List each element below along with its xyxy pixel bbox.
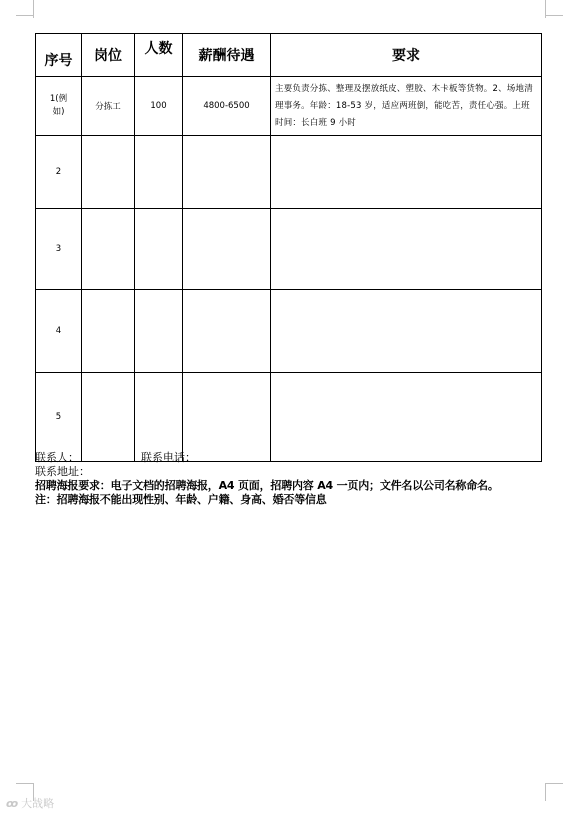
cell-position[interactable] xyxy=(82,209,135,290)
header-index: 序号 xyxy=(36,34,82,77)
watermark-logo-icon: ꝏ xyxy=(6,797,19,810)
poster-requirement: 招聘海报要求：电子文档的招聘海报，A4 页面，招聘内容 A4 一页内；文件名以公司名称命名。 xyxy=(35,479,499,492)
table-row xyxy=(36,136,542,209)
watermark-text: 大战略 xyxy=(21,797,55,810)
contact-row xyxy=(35,451,499,465)
contact-person-label: 联系人： xyxy=(35,451,79,464)
table-row xyxy=(36,77,542,136)
cell-index[interactable]: 4 xyxy=(36,290,82,373)
cell-count[interactable]: 100 xyxy=(135,77,183,136)
cell-index[interactable]: 2 xyxy=(36,136,82,209)
cell-requirements[interactable]: 主要负责分拣、整理及摆放纸皮、塑胶、木卡板等货物。2、场地清理事务。年龄：18-53 岁，适应两班倒，能吃苦，责任心强。上班时间：长白班 9 小时 xyxy=(271,77,542,136)
table-row xyxy=(36,373,542,462)
header-requirements: 要求 xyxy=(271,34,542,77)
crop-mark-top-right-h xyxy=(545,15,563,16)
cell-requirements[interactable] xyxy=(271,209,542,290)
table-row xyxy=(36,290,542,373)
cell-count[interactable] xyxy=(135,209,183,290)
contact-address-label: 联系地址： xyxy=(35,465,90,478)
cell-position[interactable] xyxy=(82,290,135,373)
contact-address-row xyxy=(35,465,499,479)
cell-requirements[interactable] xyxy=(271,373,542,462)
crop-mark-top-left-h xyxy=(16,15,34,16)
crop-mark-top-left-v xyxy=(33,0,34,18)
cell-salary[interactable] xyxy=(183,209,271,290)
cell-index[interactable] xyxy=(36,77,82,136)
table-row xyxy=(36,209,542,290)
cell-count[interactable] xyxy=(135,136,183,209)
cell-salary[interactable] xyxy=(183,136,271,209)
recruitment-table xyxy=(35,33,542,462)
watermark xyxy=(6,795,54,811)
cell-requirements[interactable] xyxy=(271,290,542,373)
cell-requirements[interactable] xyxy=(271,136,542,209)
cell-index[interactable]: 5 xyxy=(36,373,82,462)
cell-index-text: 1(例如) xyxy=(49,94,68,117)
cell-position[interactable] xyxy=(82,136,135,209)
contact-phone-label: 联系电话： xyxy=(141,451,196,464)
crop-mark-bottom-right-h xyxy=(545,783,563,784)
cell-salary[interactable] xyxy=(183,290,271,373)
header-salary: 薪酬待遇 xyxy=(183,34,271,77)
header-position: 岗位 xyxy=(82,34,135,77)
table-header-row xyxy=(36,34,542,77)
crop-mark-bottom-right-v xyxy=(545,783,546,801)
contact-section xyxy=(35,451,499,507)
header-count: 人数 xyxy=(135,34,183,77)
cell-count[interactable] xyxy=(135,290,183,373)
cell-salary[interactable]: 4800-6500 xyxy=(183,77,271,136)
cell-position[interactable] xyxy=(82,373,135,462)
crop-mark-top-right-v xyxy=(545,0,546,18)
crop-mark-bottom-left-h xyxy=(16,783,34,784)
cell-position[interactable]: 分拣工 xyxy=(82,77,135,136)
cell-salary[interactable] xyxy=(183,373,271,462)
cell-count[interactable] xyxy=(135,373,183,462)
poster-note: 注：招聘海报不能出现性别、年龄、户籍、身高、婚否等信息 xyxy=(35,493,327,506)
cell-index[interactable]: 3 xyxy=(36,209,82,290)
